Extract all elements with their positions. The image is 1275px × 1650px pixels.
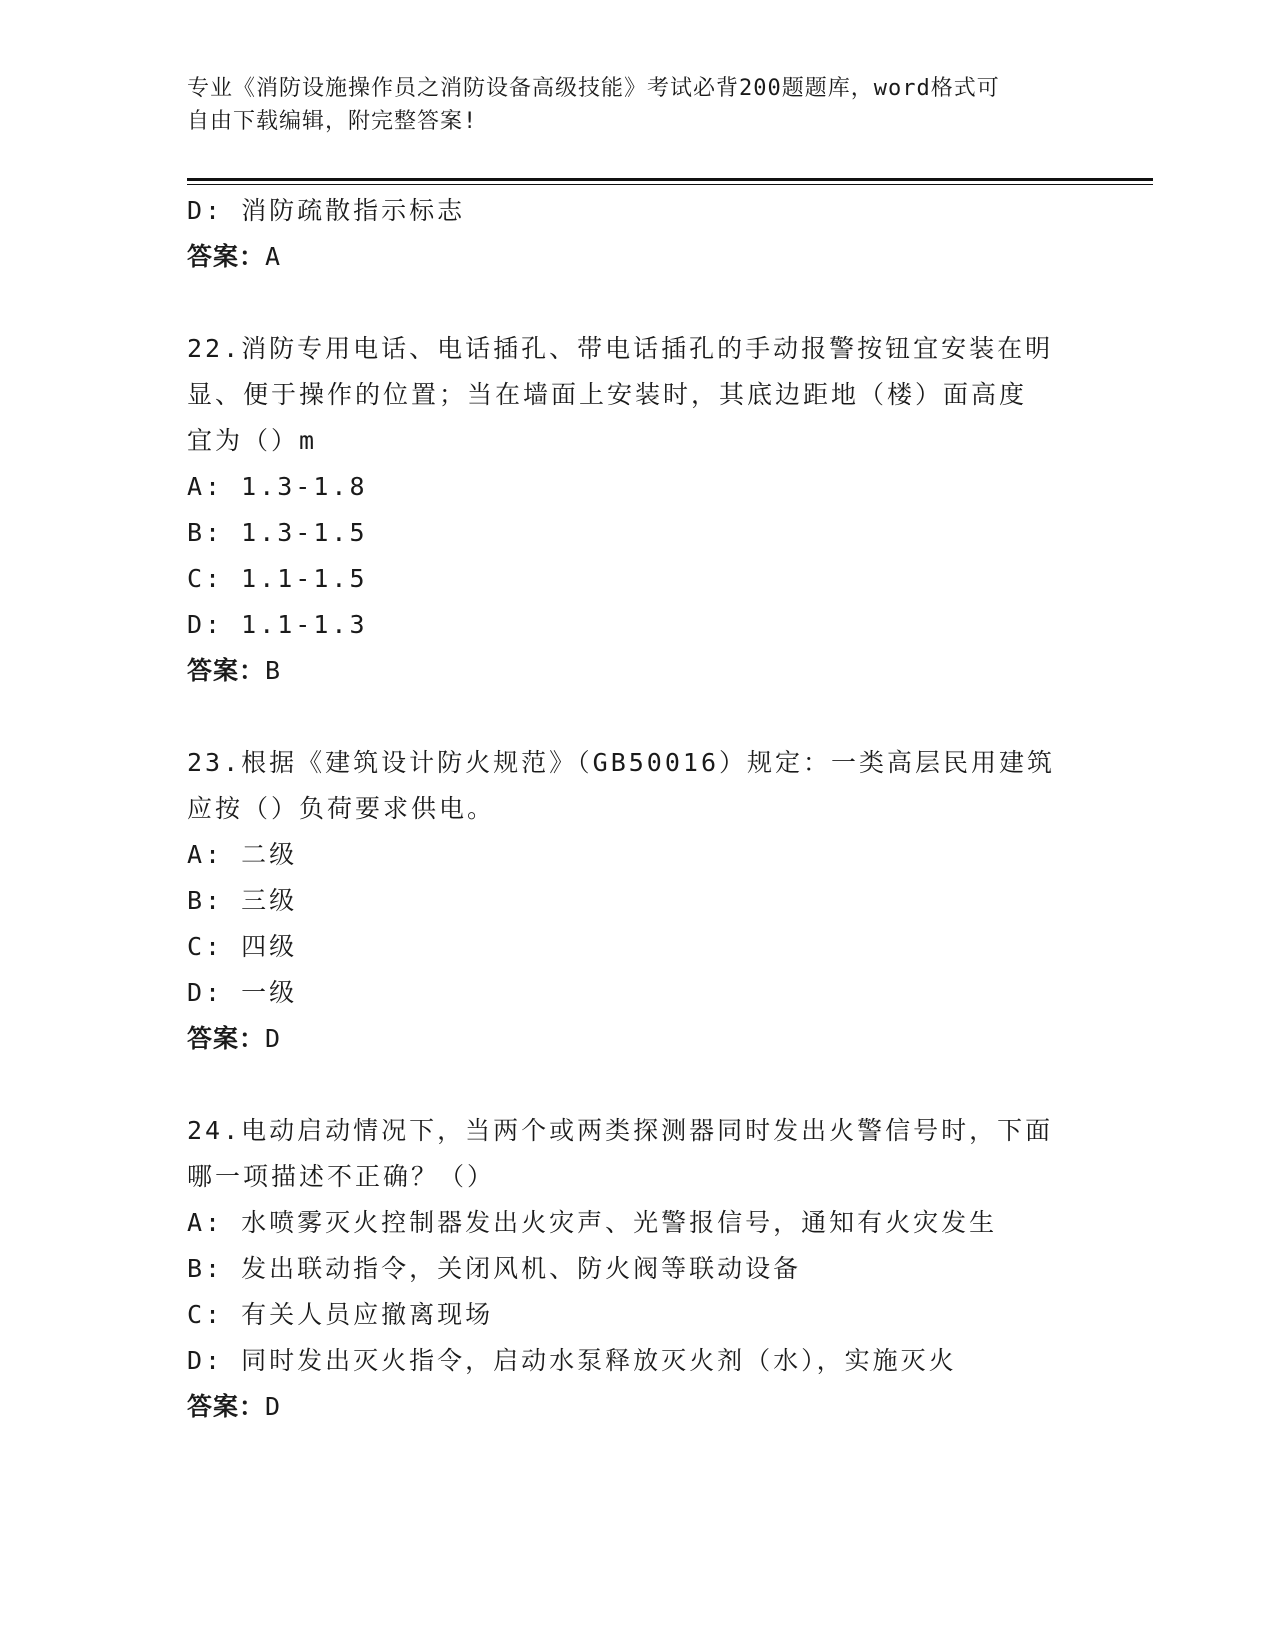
option-a: A: 二级 bbox=[187, 840, 298, 869]
option-c: C: 有关人员应撤离现场 bbox=[187, 1300, 494, 1329]
question-22 bbox=[187, 326, 1087, 694]
header-divider-thick bbox=[187, 178, 1153, 181]
answer-label: 答案： bbox=[187, 656, 266, 685]
question-24 bbox=[187, 1108, 1087, 1430]
header-line-1: 专业《消防设施操作员之消防设备高级技能》考试必背200题题库，word格式可 bbox=[187, 76, 1000, 101]
option-d: D: 消防疏散指示标志 bbox=[187, 196, 466, 225]
option-a: A: 水喷雾灭火控制器发出火灾声、光警报信号，通知有火灾发生 bbox=[187, 1208, 998, 1237]
question-stem-line: 哪一项描述不正确？（） bbox=[187, 1162, 496, 1191]
answer-label: 答案： bbox=[187, 1024, 266, 1053]
header-divider-thin bbox=[187, 184, 1153, 185]
question-stem-line: 应按（）负荷要求供电。 bbox=[187, 794, 496, 823]
option-d: D: 1.1-1.3 bbox=[187, 610, 368, 639]
spacer bbox=[187, 694, 1087, 740]
option-b: B: 1.3-1.5 bbox=[187, 518, 368, 547]
answer-label: 答案： bbox=[187, 242, 266, 271]
spacer bbox=[187, 280, 1087, 326]
question-stem-line: 宜为（）m bbox=[187, 426, 318, 455]
carryover-question-tail bbox=[187, 188, 1087, 280]
answer-value: B bbox=[265, 656, 282, 685]
question-stem-line: 23.根据《建筑设计防火规范》（GB50016）规定：一类高层民用建筑 bbox=[187, 748, 1056, 777]
option-b: B: 三级 bbox=[187, 886, 298, 915]
option-c: C: 1.1-1.5 bbox=[187, 564, 368, 593]
answer-value: A bbox=[265, 242, 282, 271]
answer-label: 答案： bbox=[187, 1392, 266, 1421]
question-stem-line: 22.消防专用电话、电话插孔、带电话插孔的手动报警按钮宜安装在明 bbox=[187, 334, 1054, 363]
spacer bbox=[187, 1062, 1087, 1108]
answer-line bbox=[187, 234, 1087, 280]
option-a: A: 1.3-1.8 bbox=[187, 472, 368, 501]
answer-value: D bbox=[265, 1392, 282, 1421]
option-c: C: 四级 bbox=[187, 932, 298, 961]
answer-line bbox=[187, 1384, 1087, 1430]
option-b: B: 发出联动指令，关闭风机、防火阀等联动设备 bbox=[187, 1254, 802, 1283]
question-list bbox=[187, 188, 1087, 1430]
question-23 bbox=[187, 740, 1087, 1062]
answer-line bbox=[187, 1016, 1087, 1062]
header-line-2: 自由下载编辑，附完整答案! bbox=[187, 109, 478, 134]
answer-value: D bbox=[265, 1024, 282, 1053]
option-d: D: 同时发出灭火指令，启动水泵释放灭火剂（水），实施灭火 bbox=[187, 1346, 957, 1375]
option-d: D: 一级 bbox=[187, 978, 298, 1007]
document-header bbox=[187, 72, 1087, 138]
answer-line bbox=[187, 648, 1087, 694]
question-stem-line: 显、便于操作的位置；当在墙面上安装时，其底边距地（楼）面高度 bbox=[187, 380, 1028, 409]
question-stem-line: 24.电动启动情况下，当两个或两类探测器同时发出火警信号时，下面 bbox=[187, 1116, 1054, 1145]
